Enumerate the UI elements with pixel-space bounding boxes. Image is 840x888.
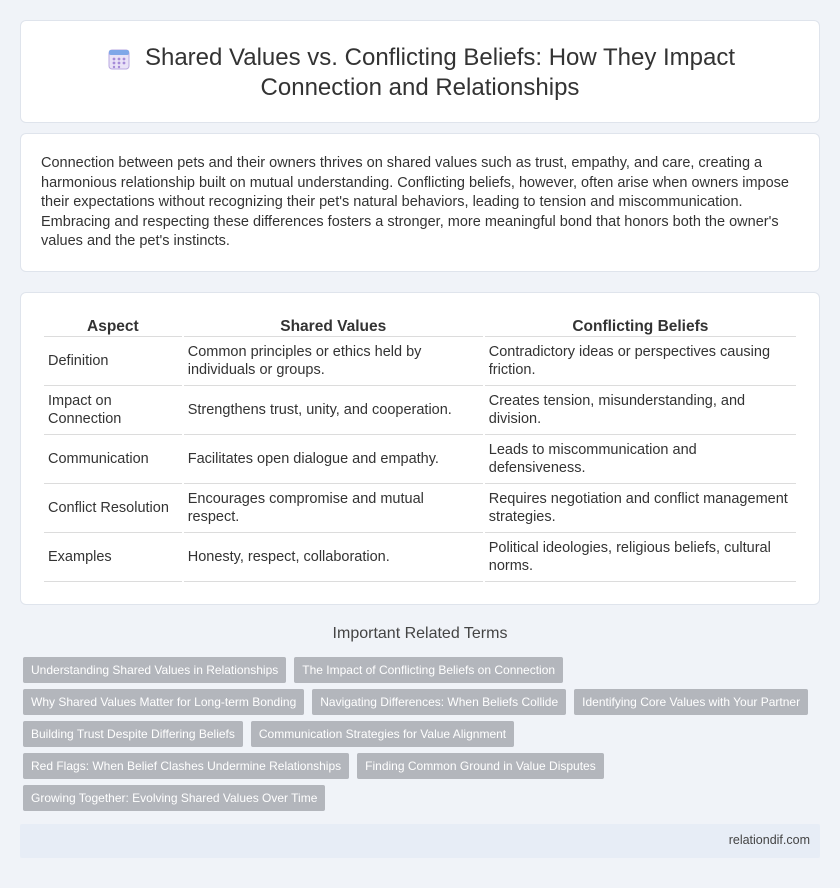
related-terms-title: Important Related Terms	[332, 625, 508, 642]
comparison-card	[20, 292, 820, 605]
header-card	[20, 20, 820, 123]
related-term-tag[interactable]: Finding Common Ground in Value Disputes	[357, 753, 604, 779]
table-cell: Communication	[44, 435, 182, 484]
related-term-tag[interactable]: Communication Strategies for Value Alignment	[251, 721, 514, 747]
related-term-tag[interactable]: Why Shared Values Matter for Long-term Bonding	[23, 689, 304, 715]
table-cell: Honesty, respect, collaboration.	[184, 533, 483, 582]
table-cell: Leads to miscommunication and defensiveness.	[485, 435, 796, 484]
table-cell: Conflict Resolution	[44, 484, 182, 533]
table-cell: Impact on Connection	[44, 386, 182, 435]
related-term-tag[interactable]: Understanding Shared Values in Relationships	[23, 657, 286, 683]
table-cell: Common principles or ethics held by individuals or groups.	[184, 337, 483, 386]
intro-paragraph: Connection between pets and their owners thrives on shared values such as trust, empathy, and care, creating a harmonious relationship built on mutual understanding. Conflicting beliefs, however, often arise when owners impose their expectations without recognizing their pet's natural behaviors, leading to tension and miscommunication. Embracing and respecting these differences fosters a stronger, more meaningful bond that honors both the owner's values and the pet's instincts.	[41, 155, 789, 249]
related-term-tag[interactable]: Identifying Core Values with Your Partner	[574, 689, 808, 715]
related-term-tag[interactable]: Navigating Differences: When Beliefs Collide	[312, 689, 566, 715]
related-terms-list	[23, 657, 813, 817]
intro-card	[20, 133, 820, 272]
table-cell: Contradictory ideas or perspectives causing friction.	[485, 337, 796, 386]
related-term-tag[interactable]: Red Flags: When Belief Clashes Undermine Relationships	[23, 753, 349, 779]
related-term-tag[interactable]: Building Trust Despite Differing Beliefs	[23, 721, 243, 747]
table-cell: Encourages compromise and mutual respect.	[184, 484, 483, 533]
table-cell: Creates tension, misunderstanding, and division.	[485, 386, 796, 435]
table-cell: Requires negotiation and conflict management strategies.	[485, 484, 796, 533]
table-cell: Facilitates open dialogue and empathy.	[184, 435, 483, 484]
table-row	[44, 484, 796, 533]
table-cell: Definition	[44, 337, 182, 386]
related-term-tag[interactable]: The Impact of Conflicting Beliefs on Connection	[294, 657, 563, 683]
header-conflicting-beliefs: Conflicting Beliefs	[485, 317, 796, 337]
table-cell: Strengthens trust, unity, and cooperation.	[184, 386, 483, 435]
table-cell: Examples	[44, 533, 182, 582]
table-row	[44, 386, 796, 435]
table-cell: Political ideologies, religious beliefs, cultural norms.	[485, 533, 796, 582]
table-row	[44, 533, 796, 582]
header-aspect: Aspect	[44, 317, 182, 337]
related-term-tag[interactable]: Growing Together: Evolving Shared Values Over Time	[23, 785, 325, 811]
footer	[20, 824, 820, 858]
footer-site-link[interactable]: relationdif.com	[728, 833, 810, 847]
table-row	[44, 337, 796, 386]
comparison-table	[42, 317, 798, 582]
table-row	[44, 435, 796, 484]
page-title: Shared Values vs. Conflicting Beliefs: How They Impact Connection and Relationships	[144, 44, 736, 101]
header-shared-values: Shared Values	[184, 317, 483, 337]
